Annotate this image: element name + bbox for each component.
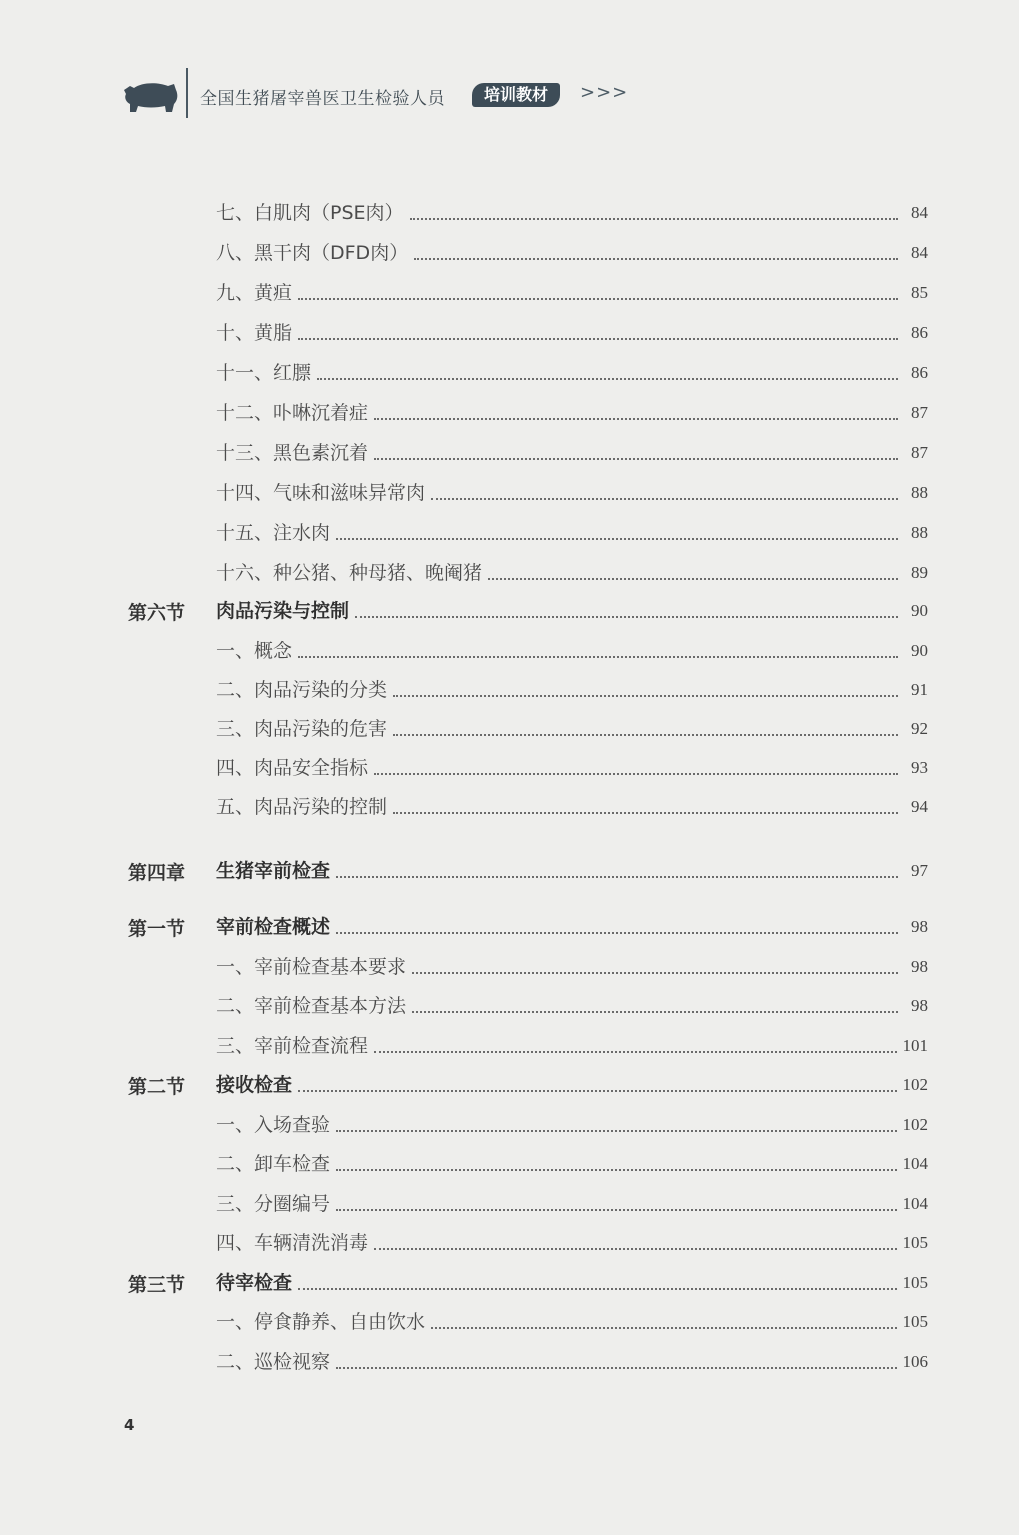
toc-entry[interactable]: [216, 400, 928, 426]
toc-page-number: 97: [911, 861, 928, 880]
dot-leader: [393, 810, 898, 814]
dot-leader: [298, 1286, 896, 1290]
toc-entry[interactable]: [216, 480, 928, 506]
toc-entry-title: 宰前检查概述: [216, 916, 331, 938]
toc-page-number: 88: [911, 523, 928, 542]
toc-page-number: 104: [902, 1154, 928, 1173]
dot-leader: [410, 216, 898, 220]
dot-leader: [336, 1167, 896, 1171]
toc-page-number: 90: [911, 601, 928, 620]
toc-entry[interactable]: [216, 755, 928, 781]
header-divider: [186, 68, 188, 118]
toc-row: [0, 1270, 1019, 1296]
toc-entry[interactable]: [216, 638, 928, 664]
toc-page-number: 85: [911, 283, 928, 302]
dot-leader: [374, 456, 898, 460]
toc-section-label: 第四章: [128, 862, 186, 884]
dot-leader: [374, 771, 898, 775]
toc-row: [0, 400, 1019, 426]
toc-entry-title: 十三、黑色素沉着: [216, 442, 369, 464]
toc-entry-title: 接收检查: [216, 1074, 293, 1096]
toc-entry[interactable]: [216, 1033, 928, 1059]
toc-section-label: 第一节: [128, 918, 186, 940]
toc-entry-title: 二、巡检视察: [216, 1351, 331, 1373]
toc-row: [0, 480, 1019, 506]
dot-leader: [336, 536, 898, 540]
dot-leader: [317, 376, 898, 380]
toc-entry-title: 五、肉品污染的控制: [216, 796, 388, 818]
toc-section-label: 第六节: [128, 602, 186, 624]
toc-entry-title: 十、黄脂: [216, 322, 293, 344]
toc-row: [0, 716, 1019, 742]
toc-section-label: 第二节: [128, 1076, 186, 1098]
toc-entry[interactable]: [216, 440, 928, 466]
toc-entry-title: 一、入场查验: [216, 1114, 331, 1136]
toc-entry-title: 七、白肌肉（PSE肉）: [216, 202, 404, 224]
toc-entry-title: 十一、红膘: [216, 362, 312, 384]
dot-leader: [336, 874, 898, 878]
toc-page-number: 92: [911, 719, 928, 738]
toc-entry[interactable]: [216, 1349, 928, 1375]
toc-entry[interactable]: [216, 993, 928, 1019]
toc-row: [0, 858, 1019, 884]
dot-leader: [298, 336, 898, 340]
toc-entry[interactable]: [216, 598, 928, 624]
toc-row: [0, 1230, 1019, 1256]
toc-entry[interactable]: [216, 677, 928, 703]
toc-entry-title: 一、停食静养、自由饮水: [216, 1311, 426, 1333]
toc-page-number: 84: [911, 243, 928, 262]
toc-entry-title: 二、宰前检查基本方法: [216, 995, 407, 1017]
toc-entry[interactable]: [216, 954, 928, 980]
toc-page-number: 87: [911, 443, 928, 462]
toc-row: [0, 1349, 1019, 1375]
toc-row: [0, 560, 1019, 586]
toc-entry[interactable]: [216, 1309, 928, 1335]
toc-page-number: 102: [902, 1075, 928, 1094]
toc-entry-title: 待宰检查: [216, 1272, 293, 1294]
toc-page-number: 91: [911, 680, 928, 699]
toc-entry[interactable]: [216, 716, 928, 742]
toc-entry[interactable]: [216, 200, 928, 226]
dot-leader: [336, 1128, 896, 1132]
toc-entry-title: 三、肉品污染的危害: [216, 718, 388, 740]
toc-row: [0, 280, 1019, 306]
dot-leader: [298, 654, 898, 658]
toc-entry-title: 二、卸车检查: [216, 1153, 331, 1175]
dot-leader: [393, 693, 898, 697]
dot-leader: [298, 296, 898, 300]
toc-row: [0, 360, 1019, 386]
toc-row: [0, 755, 1019, 781]
toc-page-number: 90: [911, 641, 928, 660]
toc-entry[interactable]: [216, 914, 928, 940]
dot-leader: [355, 614, 898, 618]
toc-entry[interactable]: [216, 280, 928, 306]
toc-row: [0, 954, 1019, 980]
pig-logo-icon: [120, 76, 180, 116]
toc-page-number: 87: [911, 403, 928, 422]
toc-row: [0, 1191, 1019, 1217]
toc-entry-title: 四、车辆清洗消毒: [216, 1232, 369, 1254]
dot-leader: [336, 1207, 896, 1211]
toc-entry[interactable]: [216, 858, 928, 884]
toc-page-number: 86: [911, 323, 928, 342]
dot-leader: [374, 1049, 896, 1053]
toc-row: [0, 440, 1019, 466]
toc-entry[interactable]: [216, 1270, 928, 1296]
toc-entry[interactable]: [216, 520, 928, 546]
toc-entry-title: 一、概念: [216, 640, 293, 662]
dot-leader: [374, 1246, 896, 1250]
toc-page-number: 105: [902, 1273, 928, 1292]
toc-entry[interactable]: [216, 1191, 928, 1217]
dot-leader: [414, 256, 898, 260]
toc-page-number: 93: [911, 758, 928, 777]
dot-leader: [336, 930, 898, 934]
toc-section-label: 第三节: [128, 1274, 186, 1296]
toc-entry-title: 九、黄疸: [216, 282, 293, 304]
toc-entry[interactable]: [216, 320, 928, 346]
toc-page-number: 101: [902, 1036, 928, 1055]
toc-entry[interactable]: [216, 794, 928, 820]
toc-row: [0, 993, 1019, 1019]
toc-row: [0, 677, 1019, 703]
dot-leader: [488, 576, 898, 580]
toc-entry-title: 生猪宰前检查: [216, 860, 331, 882]
dot-leader: [412, 1009, 898, 1013]
toc-entry[interactable]: [216, 1112, 928, 1138]
toc-row: [0, 240, 1019, 266]
toc-entry[interactable]: [216, 1230, 928, 1256]
dot-leader: [336, 1365, 896, 1369]
toc-entry[interactable]: [216, 1151, 928, 1177]
toc-page-number: 86: [911, 363, 928, 382]
toc-entry-title: 一、宰前检查基本要求: [216, 956, 407, 978]
toc-entry[interactable]: [216, 240, 928, 266]
toc-page-number: 106: [902, 1352, 928, 1371]
toc-row: [0, 520, 1019, 546]
dot-leader: [393, 732, 898, 736]
toc-page-number: 105: [902, 1312, 928, 1331]
toc-row: [0, 638, 1019, 664]
toc-page-number: 98: [911, 917, 928, 936]
dot-leader: [374, 416, 898, 420]
toc-entry-title: 十五、注水肉: [216, 522, 331, 544]
toc-entry-title: 四、肉品安全指标: [216, 757, 369, 779]
toc-entry[interactable]: [216, 1072, 928, 1098]
toc-row: [0, 794, 1019, 820]
toc-row: [0, 914, 1019, 940]
toc-entry-title: 八、黑干肉（DFD肉）: [216, 242, 409, 264]
toc-page-number: 98: [911, 957, 928, 976]
page-number: 4: [124, 1416, 135, 1434]
toc-entry-title: 三、宰前检查流程: [216, 1035, 369, 1057]
toc-row: [0, 200, 1019, 226]
running-header: [120, 68, 640, 120]
toc-row: [0, 1033, 1019, 1059]
toc-entry-title: 肉品污染与控制: [216, 600, 350, 622]
toc-page-number: 98: [911, 996, 928, 1015]
toc-row: [0, 320, 1019, 346]
toc-row: [0, 1072, 1019, 1098]
series-badge: 培训教材: [472, 83, 560, 107]
toc-page-number: 88: [911, 483, 928, 502]
dot-leader: [412, 970, 898, 974]
dot-leader: [431, 496, 898, 500]
toc-row: [0, 1151, 1019, 1177]
toc-entry-title: 十六、种公猪、种母猪、晚阉猪: [216, 562, 483, 584]
toc-page-number: 89: [911, 563, 928, 582]
toc-page-number: 84: [911, 203, 928, 222]
toc-page-number: 105: [902, 1233, 928, 1252]
series-title: 全国生猪屠宰兽医卫生检验人员: [200, 89, 445, 109]
toc-row: [0, 598, 1019, 624]
header-arrows: >>>: [580, 82, 629, 103]
toc-entry-title: 三、分圈编号: [216, 1193, 331, 1215]
toc-entry-title: 十四、气味和滋味异常肉: [216, 482, 426, 504]
toc-entry-title: 十二、卟啉沉着症: [216, 402, 369, 424]
toc-page-number: 104: [902, 1194, 928, 1213]
dot-leader: [298, 1088, 896, 1092]
toc-page-number: 94: [911, 797, 928, 816]
toc-row: [0, 1112, 1019, 1138]
dot-leader: [431, 1325, 896, 1329]
toc-row: [0, 1309, 1019, 1335]
toc-entry[interactable]: [216, 560, 928, 586]
toc-entry[interactable]: [216, 360, 928, 386]
toc-page-number: 102: [902, 1115, 928, 1134]
toc-entry-title: 二、肉品污染的分类: [216, 679, 388, 701]
